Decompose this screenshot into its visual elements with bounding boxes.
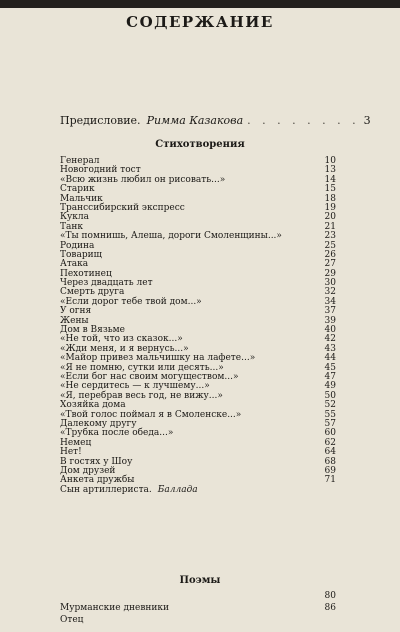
toc-entry-title bbox=[60, 251, 314, 260]
toc-entry-page: 43 bbox=[324, 343, 336, 354]
entry-title-text: Мурманские дневники bbox=[60, 603, 170, 613]
contents-heading: СОДЕРЖАНИЕ bbox=[126, 13, 274, 31]
toc-entry-page: 25 bbox=[324, 240, 336, 251]
toc-entry bbox=[60, 307, 336, 316]
toc-entry-page: 40 bbox=[324, 325, 336, 336]
entry-title-text: Жены bbox=[60, 315, 89, 326]
entry-title-text: «Я не помню, сутки или десять...» bbox=[60, 362, 224, 373]
entry-title-text: Старик bbox=[60, 184, 95, 195]
toc-entry-page: 44 bbox=[324, 353, 336, 364]
preface-entry bbox=[60, 114, 371, 127]
toc-entry-title bbox=[60, 429, 314, 438]
toc-entry-page: 57 bbox=[324, 418, 336, 429]
entry-title-text: Родина bbox=[60, 240, 95, 251]
entry-title-text: «Не сердитесь — к лучшему...» bbox=[60, 381, 210, 392]
toc-entry bbox=[60, 204, 336, 213]
entry-title-text: Нет! bbox=[60, 447, 82, 458]
entry-title-text: «Я, перебрав весь год, не вижу...» bbox=[60, 390, 223, 401]
toc-entry-page: 37 bbox=[324, 306, 336, 317]
toc-entry-title bbox=[60, 486, 314, 495]
preface-leader-dots: . . . . . . . . bbox=[247, 114, 360, 127]
toc-entry-title bbox=[60, 307, 314, 316]
toc-entry-page: 49 bbox=[324, 381, 336, 392]
toc-entry-page: 42 bbox=[324, 334, 336, 345]
toc-entry-page: 50 bbox=[324, 390, 336, 401]
toc-entry-page: 39 bbox=[324, 315, 336, 326]
entry-title-text: «Ты помнишь, Алеша, дороги Смоленщины...» bbox=[60, 231, 282, 242]
toc-entry-title bbox=[60, 204, 314, 213]
toc-entry bbox=[60, 176, 336, 185]
entry-title-text: Анкета дружбы bbox=[60, 475, 135, 486]
entry-title-text: «Не той, что из сказок...» bbox=[60, 334, 183, 345]
entry-title-text: Далекому другу bbox=[60, 418, 137, 429]
toc-entry-page: 20 bbox=[324, 212, 336, 223]
toc-entry-page: 34 bbox=[324, 296, 336, 307]
entry-title-text: Сын артиллериста. bbox=[60, 484, 152, 495]
entry-title-text: Через двадцать лет bbox=[60, 278, 153, 289]
toc-entry-page: 68 bbox=[324, 456, 336, 467]
toc-entry-page: 64 bbox=[324, 447, 336, 458]
toc-entry bbox=[60, 298, 336, 307]
entry-title-text: Пехотинец bbox=[60, 268, 112, 279]
entry-title-text: Дом в Вязьме bbox=[60, 325, 125, 336]
entry-title-text: «Твой голос поймал я в Смоленске...» bbox=[60, 409, 242, 420]
toc-entry-title bbox=[60, 614, 314, 626]
toc-entry-page: 10 bbox=[324, 156, 336, 166]
toc-entry-page: 55 bbox=[324, 409, 336, 420]
toc-entry-page: 19 bbox=[324, 202, 336, 213]
entry-note: Баллада bbox=[157, 484, 198, 495]
entry-title-text: Хозяйка дома bbox=[60, 400, 126, 411]
entry-title-text: «Если бог нас своим могуществом...» bbox=[60, 371, 239, 382]
toc-entry-page: 86 bbox=[324, 603, 336, 613]
entry-title-text: Транссибирский экспресс bbox=[60, 202, 185, 213]
entry-title-text: Атака bbox=[60, 259, 89, 270]
toc-entry-title bbox=[60, 232, 314, 241]
toc-entry-page: 62 bbox=[324, 437, 336, 448]
toc-entry-title bbox=[60, 602, 314, 614]
preface-page-number: 3 bbox=[363, 114, 371, 127]
entry-title-text: Танк bbox=[60, 221, 83, 232]
toc-entry-page: 45 bbox=[324, 362, 336, 373]
entry-title-text: Генерал bbox=[60, 156, 100, 166]
toc-entry-title bbox=[60, 298, 314, 307]
entry-title-text: Отец bbox=[60, 615, 84, 625]
toc-entry-page: 13 bbox=[324, 165, 336, 176]
entry-title-text: «Трубка после обеда...» bbox=[60, 428, 174, 439]
toc-entry-page: 80 bbox=[324, 591, 336, 601]
toc-entry bbox=[60, 486, 336, 495]
entry-title-text: Смерть друга bbox=[60, 287, 125, 298]
entry-title-text: «Всю жизнь любил он рисовать...» bbox=[60, 174, 226, 185]
toc-entry-title bbox=[60, 439, 314, 448]
long-poems-list bbox=[60, 590, 336, 626]
toc-entry bbox=[60, 429, 336, 438]
toc-entry-page: 32 bbox=[324, 287, 336, 298]
poems-list bbox=[60, 157, 336, 495]
toc-entry-page: 23 bbox=[324, 231, 336, 242]
toc-entry-page: 18 bbox=[324, 193, 336, 204]
toc-entry-title bbox=[60, 213, 314, 222]
toc-entry-page: 71 bbox=[324, 475, 336, 486]
entry-title-text: Немец bbox=[60, 437, 92, 448]
section-title-long-poems: Поэмы bbox=[179, 575, 221, 586]
toc-entry-page: 52 bbox=[324, 400, 336, 411]
entry-title-text: Товарищ bbox=[60, 249, 102, 260]
entry-title-text: В гостях у Шоу bbox=[60, 456, 133, 467]
toc-entry-page: 69 bbox=[324, 465, 336, 476]
toc-entry-page: 26 bbox=[324, 249, 336, 260]
toc-entry-page: 29 bbox=[324, 268, 336, 279]
section-title-poems: Стихотворения bbox=[155, 139, 245, 150]
toc-entry bbox=[60, 213, 336, 222]
toc-entry bbox=[60, 602, 336, 614]
entry-title-text: «Если дорог тебе твой дом...» bbox=[60, 296, 202, 307]
entry-title-text: Мальчик bbox=[60, 193, 103, 204]
toc-entry bbox=[60, 439, 336, 448]
toc-entry-page: 15 bbox=[324, 184, 336, 195]
entry-title-text: «Жди меня, и я вернусь...» bbox=[60, 343, 189, 354]
toc-entry bbox=[60, 614, 336, 626]
entry-title-text: «Майор привез мальчишку на лафете...» bbox=[60, 353, 256, 364]
toc-entry bbox=[60, 590, 336, 602]
preface-label: Предисловие. bbox=[60, 114, 141, 127]
toc-entry-page: 60 bbox=[324, 428, 336, 439]
page-top-edge bbox=[0, 0, 400, 8]
toc-entry-page: 30 bbox=[324, 278, 336, 289]
toc-entry bbox=[60, 232, 336, 241]
toc-entry-page: 47 bbox=[324, 371, 336, 382]
entry-title-text: У огня bbox=[60, 306, 92, 317]
toc-entry bbox=[60, 251, 336, 260]
toc-entry-page: 21 bbox=[324, 221, 336, 232]
toc-entry-page: 27 bbox=[324, 259, 336, 270]
toc-entry-title bbox=[60, 176, 314, 185]
preface-author: Римма Казакова bbox=[146, 114, 244, 127]
entry-title-text: Кукла bbox=[60, 212, 89, 223]
entry-title-text: Дом друзей bbox=[60, 465, 116, 476]
entry-title-text: Новогодний тост bbox=[60, 165, 141, 176]
toc-entry-page: 14 bbox=[324, 174, 336, 185]
